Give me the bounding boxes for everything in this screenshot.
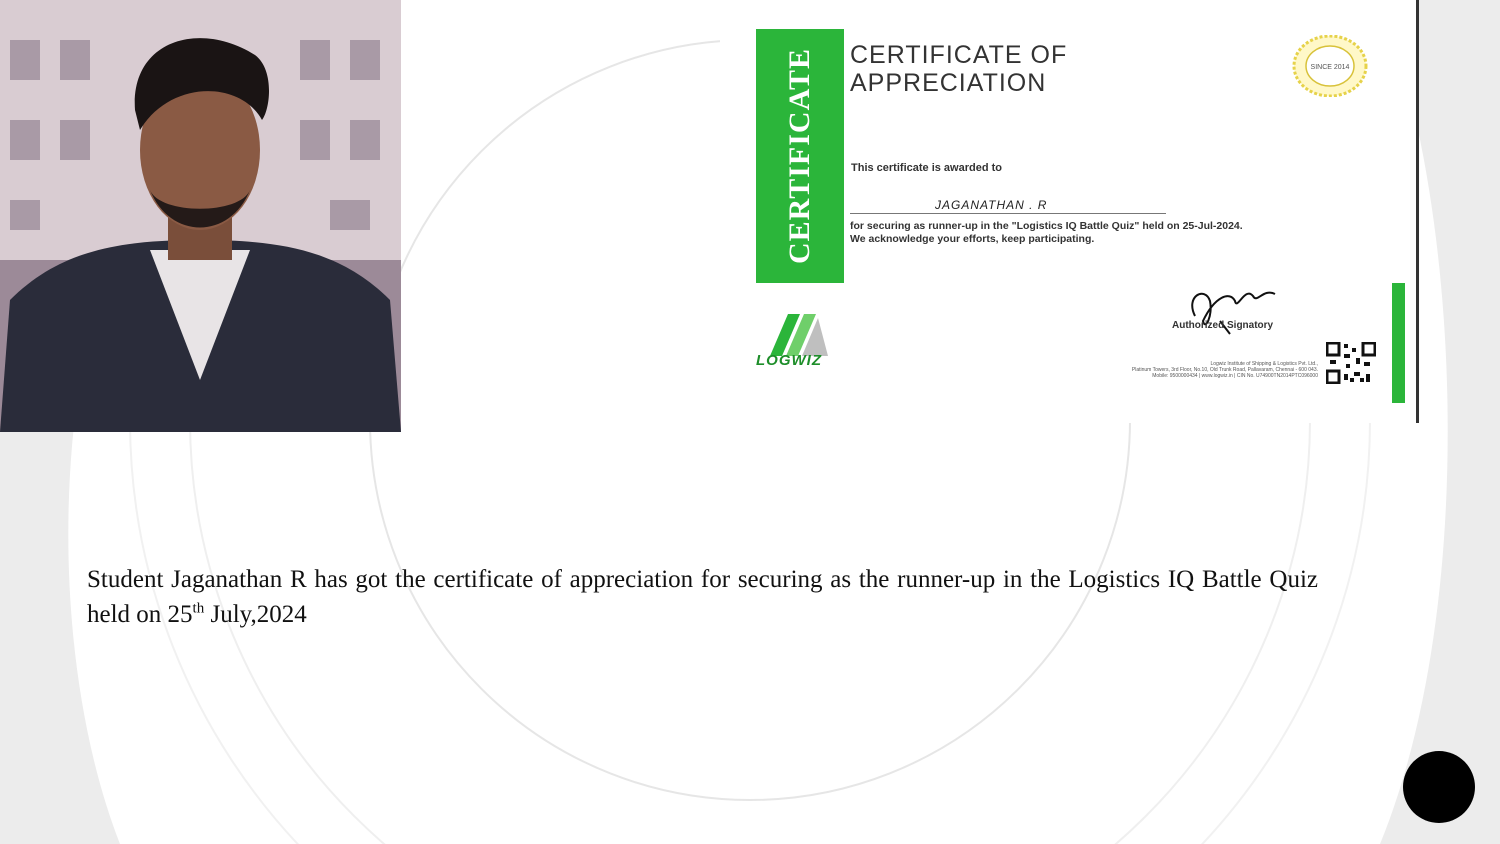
qr-code-icon: [1326, 342, 1376, 384]
recipient-underline: [850, 213, 1166, 214]
address-line2: Platinum Towers, 3rd Floor, No.10, Old Trunk Road, Pallavaram, Chennai - 600 043.: [1131, 367, 1318, 373]
caption-paragraph: [87, 562, 1318, 632]
student-photo: [0, 0, 401, 432]
company-address: [1048, 361, 1318, 379]
certificate-vertical-label: CERTIFICATE: [783, 47, 816, 265]
caption-text: Student Jaganathan R has got the certificate of appreciation for securing as the runner-up in the Logistics IQ Battle Quiz held on 25: [87, 566, 1318, 628]
caption-superscript: th: [192, 600, 205, 617]
seal-text: SINCE 2014: [1310, 64, 1350, 71]
recipient-name: JAGANATHAN . R: [935, 198, 1048, 212]
address-line1: Logwiz Institute of Shipping & Logistics Pvt. Ltd.,: [1210, 361, 1318, 367]
student-portrait-icon: [0, 0, 401, 432]
certificate-title: [850, 41, 1170, 97]
certificate-body-line1: for securing as runner-up in the "Logistics IQ Battle Quiz" held on 25-Jul-2024.: [850, 220, 1243, 232]
certificate-right-bar: [1392, 283, 1405, 403]
certificate-title-line2: APPRECIATION: [850, 69, 1047, 97]
address-line3: Mobile: 9500000434 | www.logwiz.in | CIN No. U74900TN2014PTC096000: [1152, 373, 1318, 379]
certificate-title-line1: CERTIFICATE OF: [850, 41, 1068, 69]
authorized-signatory-label: Authorized Signatory: [1172, 320, 1274, 331]
seal-icon: [1292, 35, 1368, 97]
certificate-image: [720, 0, 1419, 423]
logo-text: LOGWIZ: [756, 352, 822, 369]
certificate-vertical-bar: [756, 29, 844, 283]
certificate-body: [850, 220, 1380, 246]
slide-dot-decoration: [1403, 751, 1475, 823]
caption-tail: July,2024: [204, 601, 307, 628]
awarded-to-label: This certificate is awarded to: [851, 162, 1002, 174]
certificate-body-line2: We acknowledge your efforts, keep participating.: [850, 233, 1095, 245]
